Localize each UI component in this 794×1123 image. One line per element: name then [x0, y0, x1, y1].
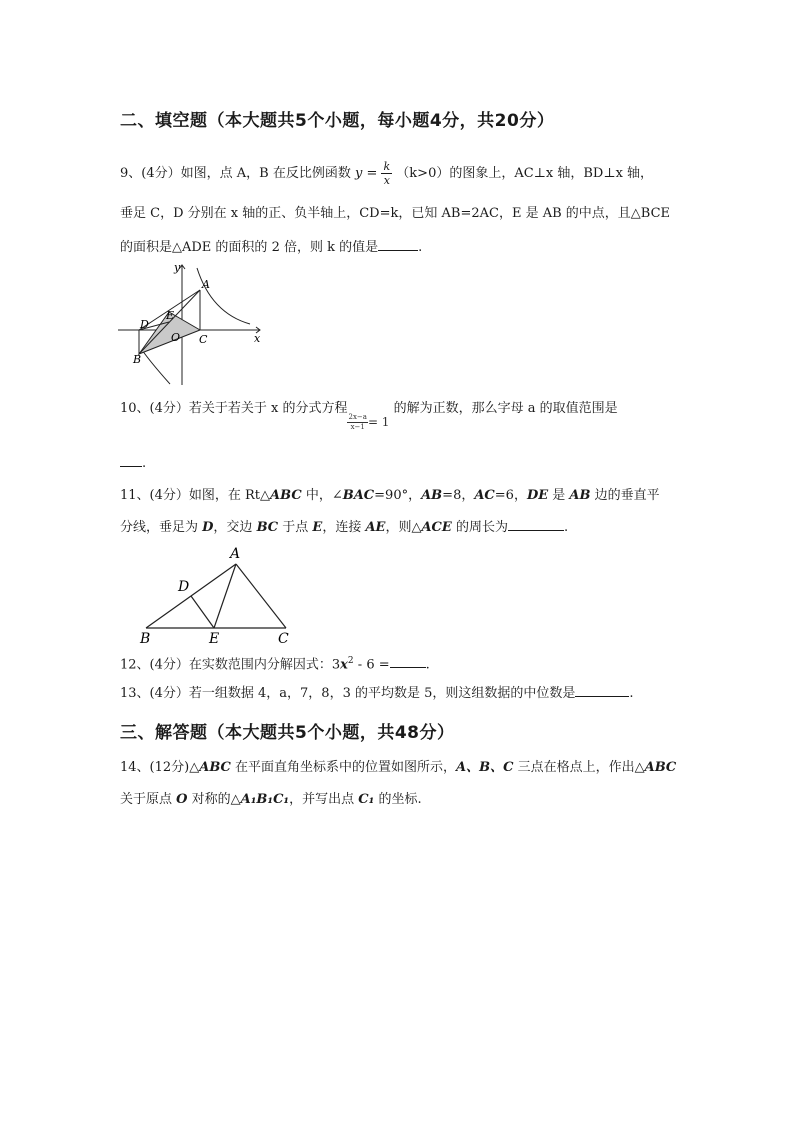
q9-period: . — [418, 240, 423, 255]
section-3-title: 三、解答题（本大题共5个小题，共48分） — [120, 723, 455, 743]
q11-d: D — [202, 520, 214, 535]
fig11-label-e: E — [209, 631, 220, 646]
q11-text-e: =6， — [494, 488, 527, 503]
q14-abc-2: ABC — [644, 760, 677, 775]
q11-ac: AC — [474, 488, 495, 503]
q9-prefix: 9、(4分）如图，点 A，B 在反比例函数 — [120, 166, 351, 181]
q11-text-a: 11、(4分）如图，在 Rt△ — [120, 488, 271, 503]
question-9-line-2: 垂足 C，D 分别在 x 轴的正、负半轴上，CD=k，已知 AB=2AC，E 是 AB 的中点，且△BCE — [120, 206, 670, 221]
question-11-line-2 — [120, 518, 568, 538]
q9-figure — [118, 260, 268, 388]
q11-ab: AB — [421, 488, 443, 503]
q12-period: . — [425, 657, 430, 673]
fig9-label-o: O — [171, 331, 181, 344]
fig9-label-x: x — [254, 332, 261, 345]
q13-text: 13、(4分）若一组数据 4，a，7，8，3 的平均数是 5，则这组数据的中位数是 — [120, 686, 576, 701]
q10-eq-num: 2x−a — [348, 413, 367, 421]
q10-eq-den: x−1 — [350, 423, 365, 431]
q14-text-f: ，并写出点 — [289, 792, 359, 807]
q9-func-lhs: y = — [354, 166, 378, 181]
answer-blank — [508, 518, 564, 531]
fig11-label-a: A — [230, 546, 241, 562]
q11-text-k: ，连接 — [322, 520, 366, 535]
q11-figure — [136, 544, 296, 646]
fig11-label-c: C — [278, 631, 289, 646]
q11-text-d: =8， — [442, 488, 475, 503]
q14-text-g: 的坐标. — [374, 792, 422, 807]
q11-text-h: 分线，垂足为 — [120, 520, 203, 535]
q11-text-c: =90°， — [374, 488, 422, 503]
q10-period: . — [142, 456, 147, 471]
fig11-label-b: B — [140, 631, 151, 646]
q11-text-i: ，交边 — [213, 520, 257, 535]
q11-text-g: 边的垂直平 — [590, 488, 660, 503]
answer-blank — [390, 655, 426, 668]
question-12 — [120, 651, 430, 675]
q11-period: . — [563, 520, 569, 535]
q10-suffix: 的解为正数，那么字母 a 的取值范围是 — [393, 401, 618, 416]
q12-sup: 2 — [347, 656, 354, 666]
fig9-label-c: C — [199, 333, 208, 346]
q14-a1b1c1: A₁B₁C₁ — [240, 792, 290, 807]
fig11-label-d: D — [178, 579, 190, 595]
q11-ab-2: AB — [569, 488, 591, 503]
q11-text-f: 是 — [548, 488, 570, 503]
q9-line-3-text: 的面积是△ADE 的面积的 2 倍，则 k 的值是 — [120, 240, 379, 255]
segment-ae — [214, 564, 236, 628]
section-2-title: 二、填空题（本大题共5个小题，每小题4分，共20分） — [120, 111, 555, 131]
q9-func-den: x — [383, 174, 390, 187]
q10-eq-rhs: = 1 — [367, 415, 390, 429]
q9-func-num: k — [383, 160, 391, 173]
question-9-line-3 — [120, 238, 422, 258]
hyperbola-branch-2 — [142, 350, 170, 384]
q14-c1: C₁ — [358, 792, 375, 807]
answer-blank — [378, 238, 418, 251]
q10-prefix: 10、(4分）若关于若关于 x 的分式方程 — [120, 401, 348, 416]
q11-text-l: ，则△ — [385, 520, 422, 535]
q14-text-d: 关于原点 — [120, 792, 177, 807]
q14-text-b: 在平面直角坐标系中的位置如图所示， — [230, 760, 457, 775]
question-14-line-2 — [120, 790, 422, 810]
q11-text-b: 中，∠ — [301, 488, 343, 503]
q10-fraction — [347, 413, 367, 432]
q14-points: A、B、C — [456, 760, 514, 775]
q11-text-m: 的周长为 — [451, 520, 508, 535]
q11-de: DE — [526, 488, 549, 503]
q11-e: E — [312, 520, 323, 535]
question-14-line-1 — [120, 758, 676, 778]
fig9-label-e: E — [166, 309, 175, 322]
hyperbola-branch-1 — [197, 268, 250, 324]
q14-text-e: 对称的△ — [187, 792, 241, 807]
fig9-label-d: D — [140, 318, 149, 331]
question-11-line-1 — [120, 486, 660, 506]
q11-abc: ABC — [270, 488, 302, 503]
q14-text-c: 三点在格点上，作出△ — [513, 760, 645, 775]
q11-ace: ACE — [421, 520, 452, 535]
q12-x: x — [340, 657, 348, 673]
question-10-line-1 — [120, 398, 618, 431]
q14-abc: ABC — [199, 760, 231, 775]
question-10-line-2 — [120, 454, 146, 474]
segment-ac — [236, 564, 286, 628]
q12-rest: - 6 = — [353, 657, 390, 673]
q11-bc: BC — [256, 520, 279, 535]
fig9-label-a: A — [202, 278, 210, 291]
q13-period: . — [629, 686, 634, 701]
q12-prefix: 12、(4分）在实数范围内分解因式：3 — [120, 657, 341, 673]
q11-ae: AE — [365, 520, 386, 535]
segment-de — [191, 596, 214, 628]
q11-bac: BAC — [342, 488, 375, 503]
fig9-label-y: y — [174, 261, 181, 274]
q14-o: O — [176, 792, 188, 807]
question-9-line-1 — [120, 160, 653, 187]
fig9-label-b: B — [133, 353, 142, 366]
q11-text-j: 于点 — [278, 520, 313, 535]
q9-fraction — [381, 160, 392, 187]
answer-blank — [575, 684, 629, 697]
q14-text-a: 14、(12分)△ — [120, 760, 200, 775]
question-13 — [120, 684, 634, 704]
q9-after-func: （k>0）的图象上，AC⊥x 轴，BD⊥x 轴， — [396, 166, 654, 181]
answer-blank — [120, 454, 142, 467]
